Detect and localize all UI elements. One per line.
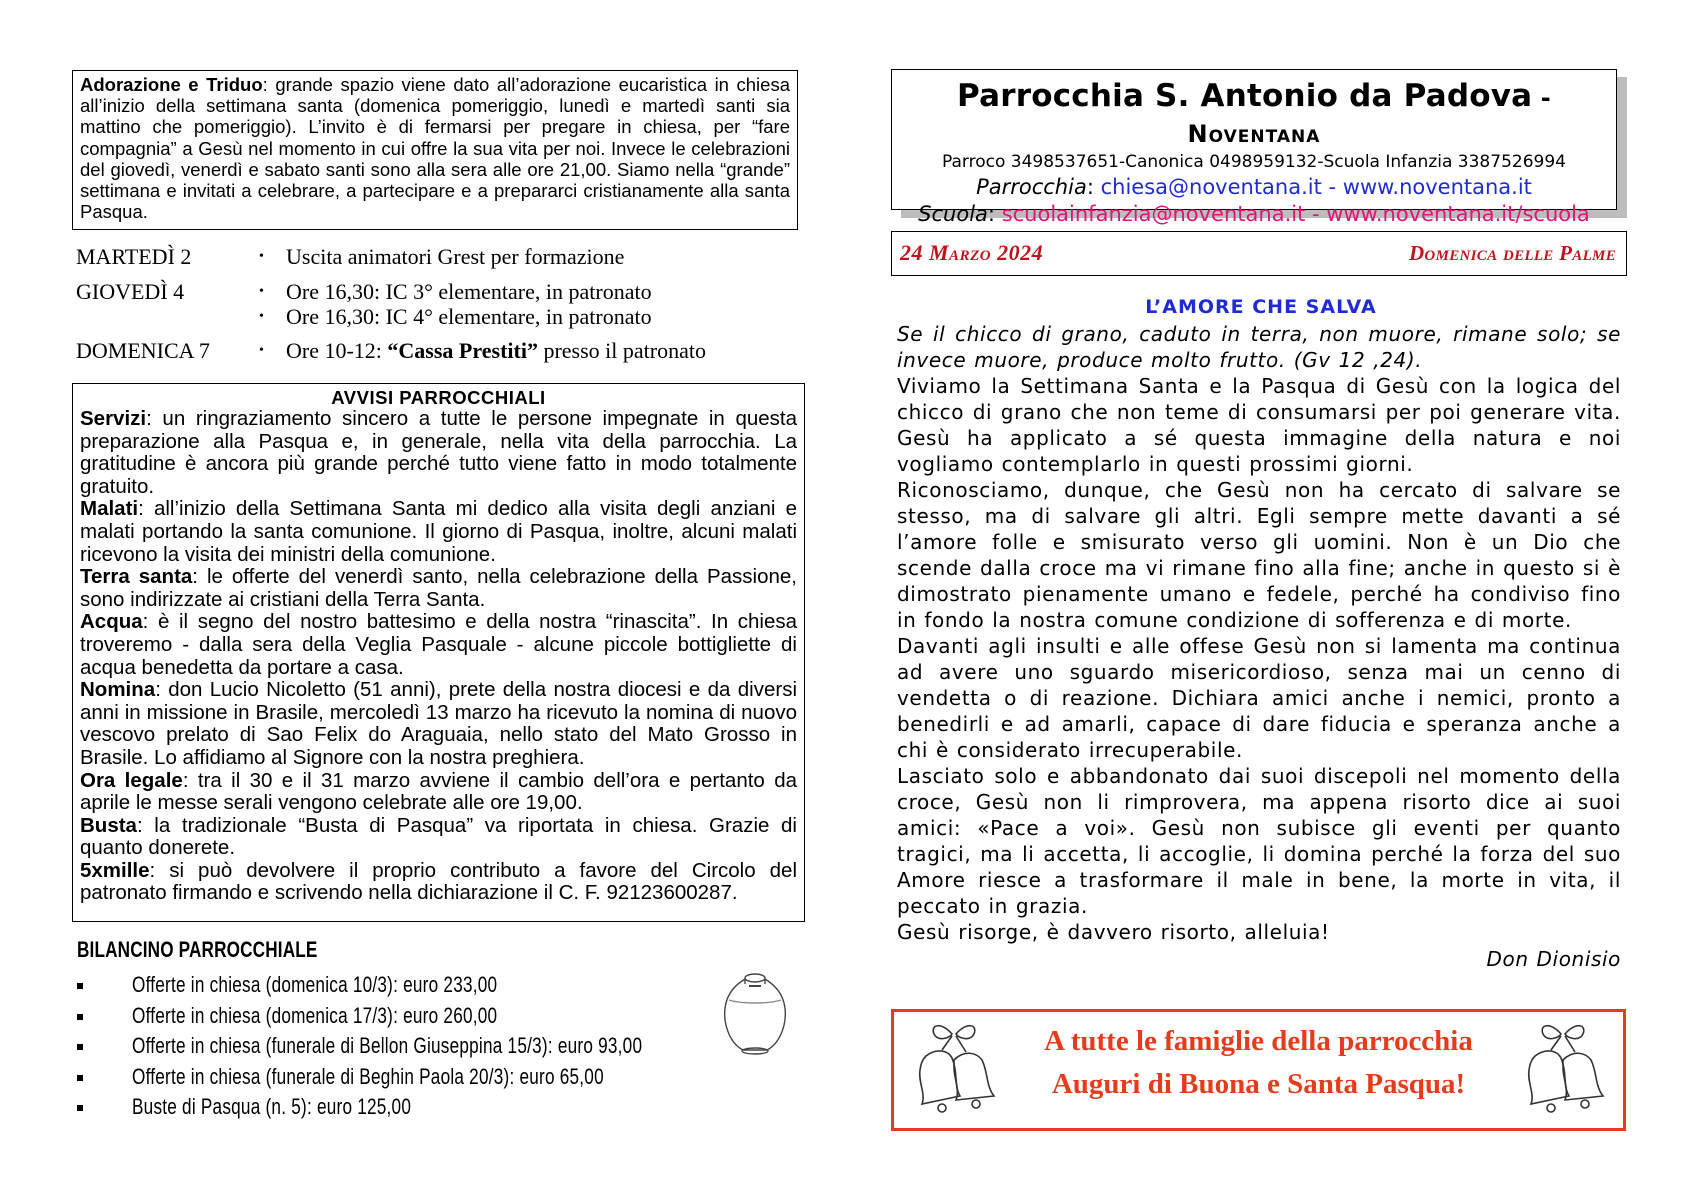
parish-place: Noventana xyxy=(1187,120,1321,148)
avviso-label: Terra santa xyxy=(80,565,193,589)
bilancino-item xyxy=(77,1001,786,1032)
calendar-day: DOMENICA 7 xyxy=(76,338,210,363)
calendar-row xyxy=(76,279,806,329)
calendar-item-text: Ore 10-12: xyxy=(286,338,388,363)
square-bullet-icon xyxy=(77,972,132,998)
avviso-item xyxy=(80,408,797,498)
avviso-text: : è il segno del nostro battesimo e della nostra “rinascita”. In chiesa troveremo - dalla sera della Veglia Pasquale - alcune piccole bottigliette di acqua benedetta da portare a casa. xyxy=(80,610,797,679)
calendar-day: GIOVEDÌ 4 xyxy=(76,279,185,304)
avviso-item xyxy=(80,498,797,566)
contacts-line: Parroco 3498537651-Canonica 0498959132-Scuola Infanzia 3387526994 xyxy=(942,152,1566,172)
bullet-icon xyxy=(256,338,286,363)
parish-name: Parrocchia S. Antonio da Padova xyxy=(957,78,1533,114)
article-paragraph: Viviamo la Settimana Santa e la Pasqua di Gesù con la logica del chicco di grano che non teme di consumarsi per poi generare vita. Gesù ha applicato a sé questa immagine della natura e noi vogliamo contemplarlo in questi prossimi giorni. xyxy=(897,374,1621,476)
article-paragraph: Gesù risorge, è davvero risorto, alleluia! xyxy=(897,920,1330,944)
piggy-bank-jar-icon xyxy=(715,970,795,1056)
calendar-row xyxy=(76,244,806,270)
avviso-label: Malati xyxy=(80,497,139,521)
calendar-day: MARTEDÌ 2 xyxy=(76,244,192,269)
avviso-label: Busta xyxy=(80,813,137,837)
avviso-item xyxy=(80,860,797,905)
title-dash: - xyxy=(1532,84,1551,112)
calendar-item xyxy=(256,279,806,304)
liturgical-day: Domenica delle Palme xyxy=(1408,241,1616,265)
separator: - xyxy=(1305,202,1327,226)
bilancino-list xyxy=(77,970,786,1123)
scuola-line: Scuola: scuolainfanzia@noventana.it - www.noventana.it/scuola xyxy=(918,202,1590,226)
bilancino-item-text: Offerte in chiesa (domenica 17/3): euro 260,00 xyxy=(132,1002,498,1028)
bullet-icon xyxy=(256,304,286,329)
avviso-item xyxy=(80,815,797,860)
avviso-label: Servizi xyxy=(80,407,147,430)
calendar-item xyxy=(256,304,806,329)
article-paragraph: Lasciato solo e abbandonato dai suoi discepoli nel momento della croce, Gesù non li rimprovera, ma appena risorto dice ai suoi amici: «Pace a voi». Gesù non subisce gli eventi per quanto tragici, ma li accetta, li accoglie, li domina perché la forza del suo Amore riesce a trasformare il male in bene, la morte in vita, il peccato in grazia. xyxy=(897,764,1621,918)
square-bullet-icon xyxy=(77,1094,132,1120)
parrocchia-website-link[interactable]: www.noventana.it xyxy=(1342,175,1532,199)
weekly-calendar xyxy=(76,244,806,373)
avviso-item xyxy=(80,679,797,769)
adorazione-box xyxy=(72,70,798,230)
article-paragraph: Riconosciamo, dunque, che Gesù non ha cercato di salvare se stesso, ma di salvare gli altri. Egli sempre mette davanti a sé l’amore folle e smisurato verso gli uomini. Non è un Dio che scende dalla croce ma vi rimane fino alla fine; anche in questo si è dimostrato pienamente umano e fedele, perché ha condiviso fino in fondo la nostra comune condizione di sofferenza e di morte. xyxy=(897,478,1621,632)
bilancino-item-text: Offerte in chiesa (domenica 10/3): euro 233,00 xyxy=(132,972,498,998)
avviso-text: : don Lucio Nicoletto (51 anni), prete della nostra diocesi e da diversi anni in missione in Brasile, mercoledì 13 marzo ha ricevuto la nomina di nuovo vescovo prelato di Sao Felix do Araguaia, nello stato del Mato Grosso in Brasile. Lo affidiamo al Signore con la nostra preghiera. xyxy=(80,678,797,769)
bilancino-item-text: Buste di Pasqua (n. 5): euro 125,00 xyxy=(132,1094,412,1120)
article-signature: Don Dionisio xyxy=(1486,947,1621,971)
avviso-item xyxy=(80,566,797,611)
calendar-item xyxy=(256,244,806,269)
greeting-line-1: A tutte le famiglie della parrocchia xyxy=(1044,1025,1473,1057)
parrocchia-email-link[interactable]: chiesa@noventana.it xyxy=(1100,175,1322,199)
gospel-quote: Se il chicco di grano, caduto in terra, non muore, rimane solo; se invece muore, produce molto frutto. (Gv 12 ,24). xyxy=(897,322,1621,372)
masthead xyxy=(891,69,1617,226)
bilancino-item xyxy=(77,1031,786,1062)
bilancino-title: BILANCINO PARROCCHIALE xyxy=(77,937,318,962)
avviso-text: : tra il 30 e il 31 marzo avviene il cambio dell’ora e pertanto da aprile le messe serali vengono celebrate alle ore 19,00. xyxy=(80,768,797,815)
calendar-item-text: Ore 16,30: IC 3° elementare, in patronato xyxy=(286,279,652,304)
avviso-text: : le offerte del venerdì santo, nella celebrazione della Passione, sono indirizzate ai cristiani della Terra Santa. xyxy=(80,565,797,611)
bilancino-item xyxy=(77,1062,786,1093)
avviso-text: : la tradizionale “Busta di Pasqua” va riportata in chiesa. Grazie di quanto donerete. xyxy=(80,813,797,860)
bilancino-item-text: Offerte in chiesa (funerale di Beghin Paola 20/3): euro 65,00 xyxy=(132,1063,604,1089)
avviso-text: : un ringraziamento sincero a tutte le persone impegnate in questa preparazione alla Pasqua e, in generale, nella vita della parrocchia. La gratitudine è ancora più grande perché tutto viene fatto in modo totalmente gratuito. xyxy=(80,407,797,498)
adorazione-text: : grande spazio viene dato all’adorazione eucaristica in chiesa all’inizio della settimana santa (domenica pomeriggio, lunedì e martedì santi sia mattino che pomeriggio). L’invito è di fermarsi per pregare in chiesa, per “fare compagnia” a Gesù nel momento in cui offre la sua vita per noi. Invece le celebrazioni del giovedì, venerdì e sabato santi sono alla sera alle ore 21,00. Siamo nella “grande” settimana e invitati a celebrare, a partecipare e a prepararci cristianamente alla santa Pasqua. xyxy=(80,74,790,223)
square-bullet-icon xyxy=(77,1003,132,1029)
greeting-line-2: Auguri di Buona e Santa Pasqua! xyxy=(1051,1068,1466,1100)
calendar-item-text: Uscita animatori Grest per formazione xyxy=(286,244,625,269)
issue-date: 24 Marzo 2024 xyxy=(900,240,1044,265)
calendar-row xyxy=(76,338,806,364)
bilancino-item xyxy=(77,1092,786,1123)
scuola-email-link[interactable]: scuolainfanzia@noventana.it xyxy=(1001,202,1306,226)
avvisi-title: AVVISI PARROCCHIALI xyxy=(331,387,546,408)
bilancino-item xyxy=(77,970,786,1001)
article-title: L’AMORE CHE SALVA xyxy=(1145,296,1377,318)
parrocchia-line: Parrocchia: chiesa@noventana.it - www.noventana.it xyxy=(976,175,1532,199)
calendar-item-text: Ore 16,30: IC 4° elementare, in patronato xyxy=(286,304,652,329)
calendar-item xyxy=(256,338,806,363)
avviso-item xyxy=(80,611,797,679)
easter-bells-icon xyxy=(1521,1020,1611,1120)
parrocchia-label: Parrocchia xyxy=(976,175,1087,199)
avviso-label: Ora legale xyxy=(80,768,183,792)
separator: - xyxy=(1321,175,1343,199)
square-bullet-icon xyxy=(77,1033,132,1059)
avvisi-box xyxy=(72,383,805,922)
easter-greeting-box xyxy=(891,1009,1626,1131)
dateline xyxy=(891,231,1627,276)
avviso-label: Nomina xyxy=(80,678,156,702)
adorazione-heading: Adorazione e Triduo xyxy=(80,74,263,95)
avviso-text: : si può devolvere il proprio contributo a favore del Circolo del patronato firmando e scrivendo nella dichiarazione il C. F. 92123600287. xyxy=(80,858,797,905)
parish-title xyxy=(892,78,1616,150)
bullet-icon xyxy=(256,244,286,269)
article-body xyxy=(897,321,1621,972)
scuola-label: Scuola xyxy=(918,202,988,226)
bullet-icon xyxy=(256,279,286,304)
square-bullet-icon xyxy=(77,1064,132,1090)
calendar-item-text: presso il patronato xyxy=(537,338,706,363)
avviso-label: Acqua xyxy=(80,610,143,634)
avviso-label: 5xmille xyxy=(80,858,150,882)
avviso-text: : all’inizio della Settimana Santa mi dedico alla visita degli anziani e malati portando la santa comunione. Il giorno di Pasqua, inoltre, alcuni malati ricevono la visita dei ministri della comunione. xyxy=(80,497,797,566)
article-paragraph: Davanti agli insulti e alle offese Gesù non si lamenta ma continua ad avere uno sguardo misericordioso, senza mai un cenno di vendetta o di reazione. Dichiara amici anche i nemici, pronto a benedirli e ad amarli, capace di dare fiducia e speranza anche a chi è considerato irrecuperabile. xyxy=(897,634,1621,762)
bilancino-item-text: Offerte in chiesa (funerale di Bellon Giuseppina 15/3): euro 93,00 xyxy=(132,1033,643,1059)
scuola-website-link[interactable]: www.noventana.it/scuola xyxy=(1326,202,1590,226)
calendar-item-bold: “Cassa Prestiti” xyxy=(387,338,538,363)
avviso-item xyxy=(80,770,797,815)
